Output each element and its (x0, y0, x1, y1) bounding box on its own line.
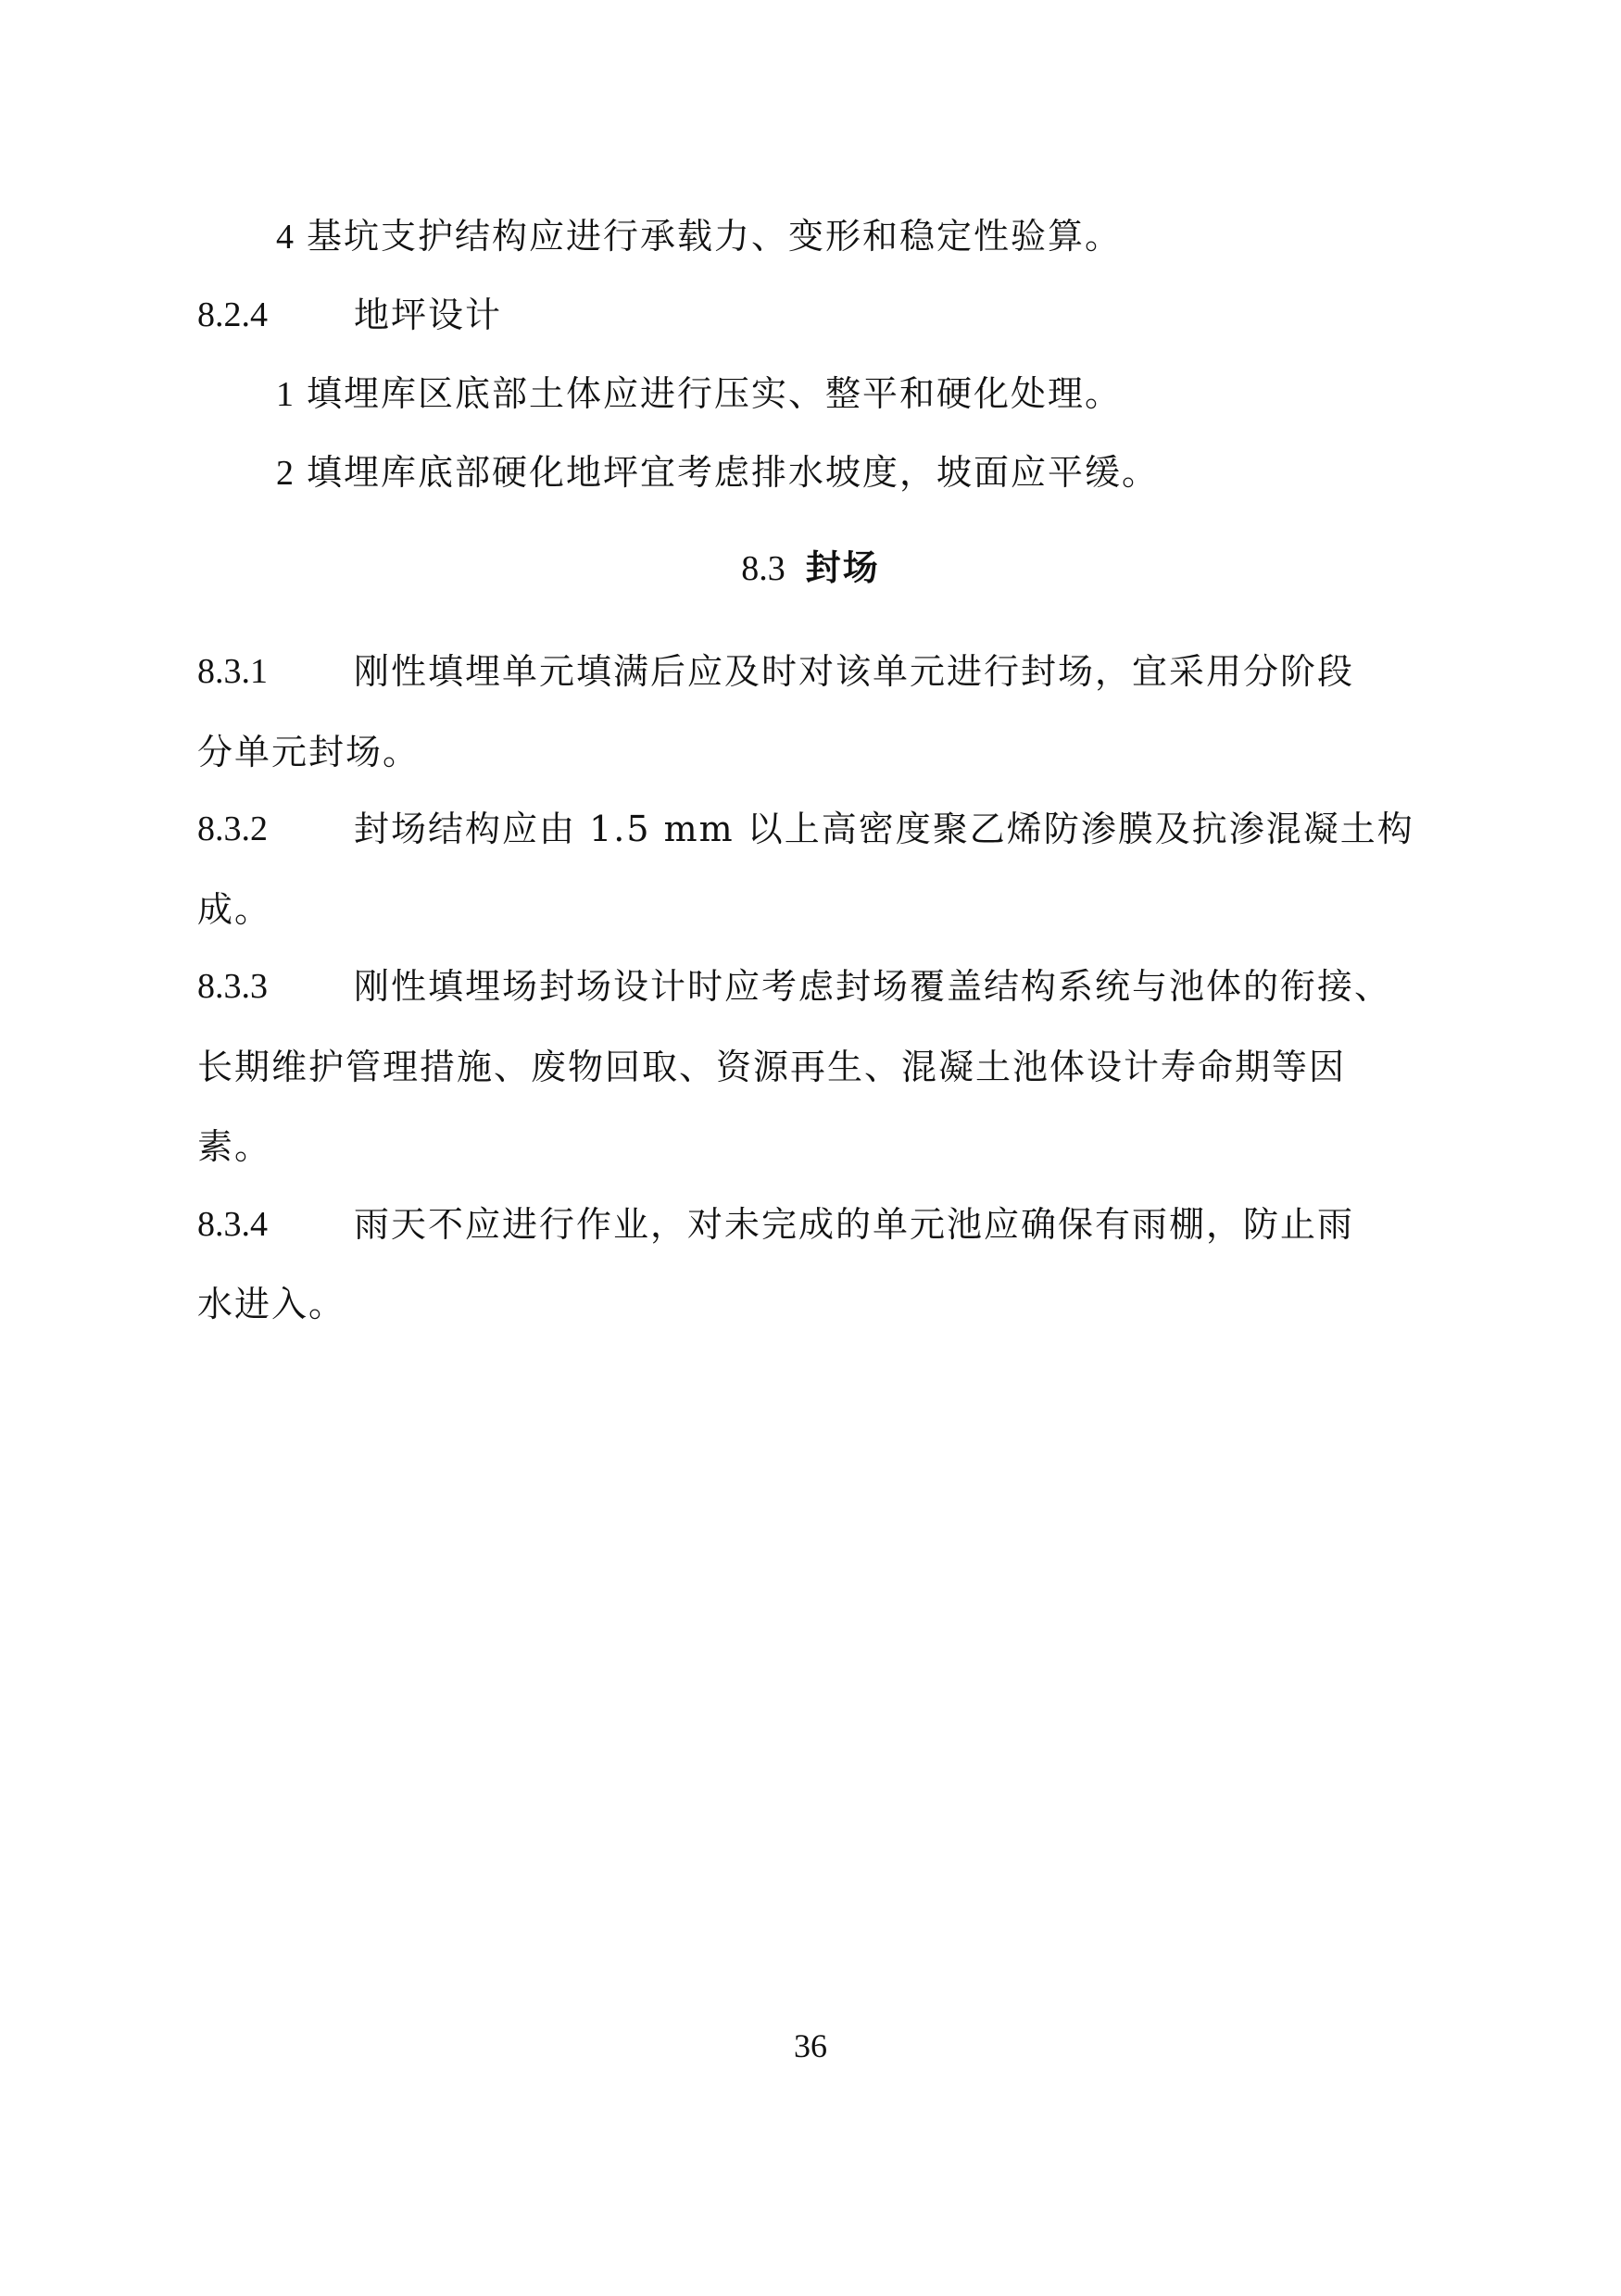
clause-title-8-2-4: 地坪设计 (354, 295, 503, 335)
list-item-8-2-3-4 (276, 213, 1122, 260)
clause-number-8-3-2: 8.3.2 (197, 809, 268, 848)
list-item-number: 2 (276, 454, 294, 493)
list-item-text: 填埋库区底部土体应进行压实、整平和硬化处理。 (307, 373, 1123, 414)
list-item-text: 填埋库底部硬化地坪宜考虑排水坡度，坡面应平缓。 (307, 452, 1160, 493)
section-heading-8-3 (0, 545, 1621, 592)
list-item-8-2-4-1 (276, 370, 1122, 418)
section-number: 8.3 (741, 549, 785, 588)
clause-text-8-3-3-line3: 素。 (197, 1126, 272, 1167)
clause-text-8-3-1-line2: 分单元封场。 (197, 732, 421, 772)
clause-number-8-2-4: 8.2.4 (197, 295, 268, 334)
clause-text-8-3-1-line1: 刚性填埋单元填满后应及时对该单元进行封场，宜采用分阶段 (354, 651, 1355, 692)
list-item-text: 基坑支护结构应进行承载力、变形和稳定性验算。 (307, 216, 1123, 257)
list-item-number: 1 (276, 375, 294, 414)
list-item-8-2-4-2 (276, 449, 1159, 496)
clause-text-8-3-3-line2: 长期维护管理措施、废物回取、资源再生、混凝土池体设计寿命期等因 (197, 1047, 1347, 1087)
section-title: 封场 (805, 547, 880, 588)
clause-number-8-3-4: 8.3.4 (197, 1205, 268, 1244)
clause-text-8-3-2-line1: 封场结构应由 1.5 mm 以上高密度聚乙烯防渗膜及抗渗混凝土构 (354, 809, 1414, 849)
clause-text-8-3-2-line2: 成。 (197, 889, 272, 930)
page-number: 36 (794, 2027, 827, 2064)
list-item-number: 4 (276, 218, 294, 257)
clause-text-8-3-4-line2: 水进入。 (197, 1284, 346, 1324)
clause-number-8-3-3: 8.3.3 (197, 967, 268, 1006)
clause-text-8-3-4-line1: 雨天不应进行作业，对未完成的单元池应确保有雨棚，防止雨 (354, 1204, 1355, 1245)
clause-number-8-3-1: 8.3.1 (197, 652, 268, 691)
clause-text-8-3-3-line1: 刚性填埋场封场设计时应考虑封场覆盖结构系统与池体的衔接、 (354, 966, 1392, 1007)
